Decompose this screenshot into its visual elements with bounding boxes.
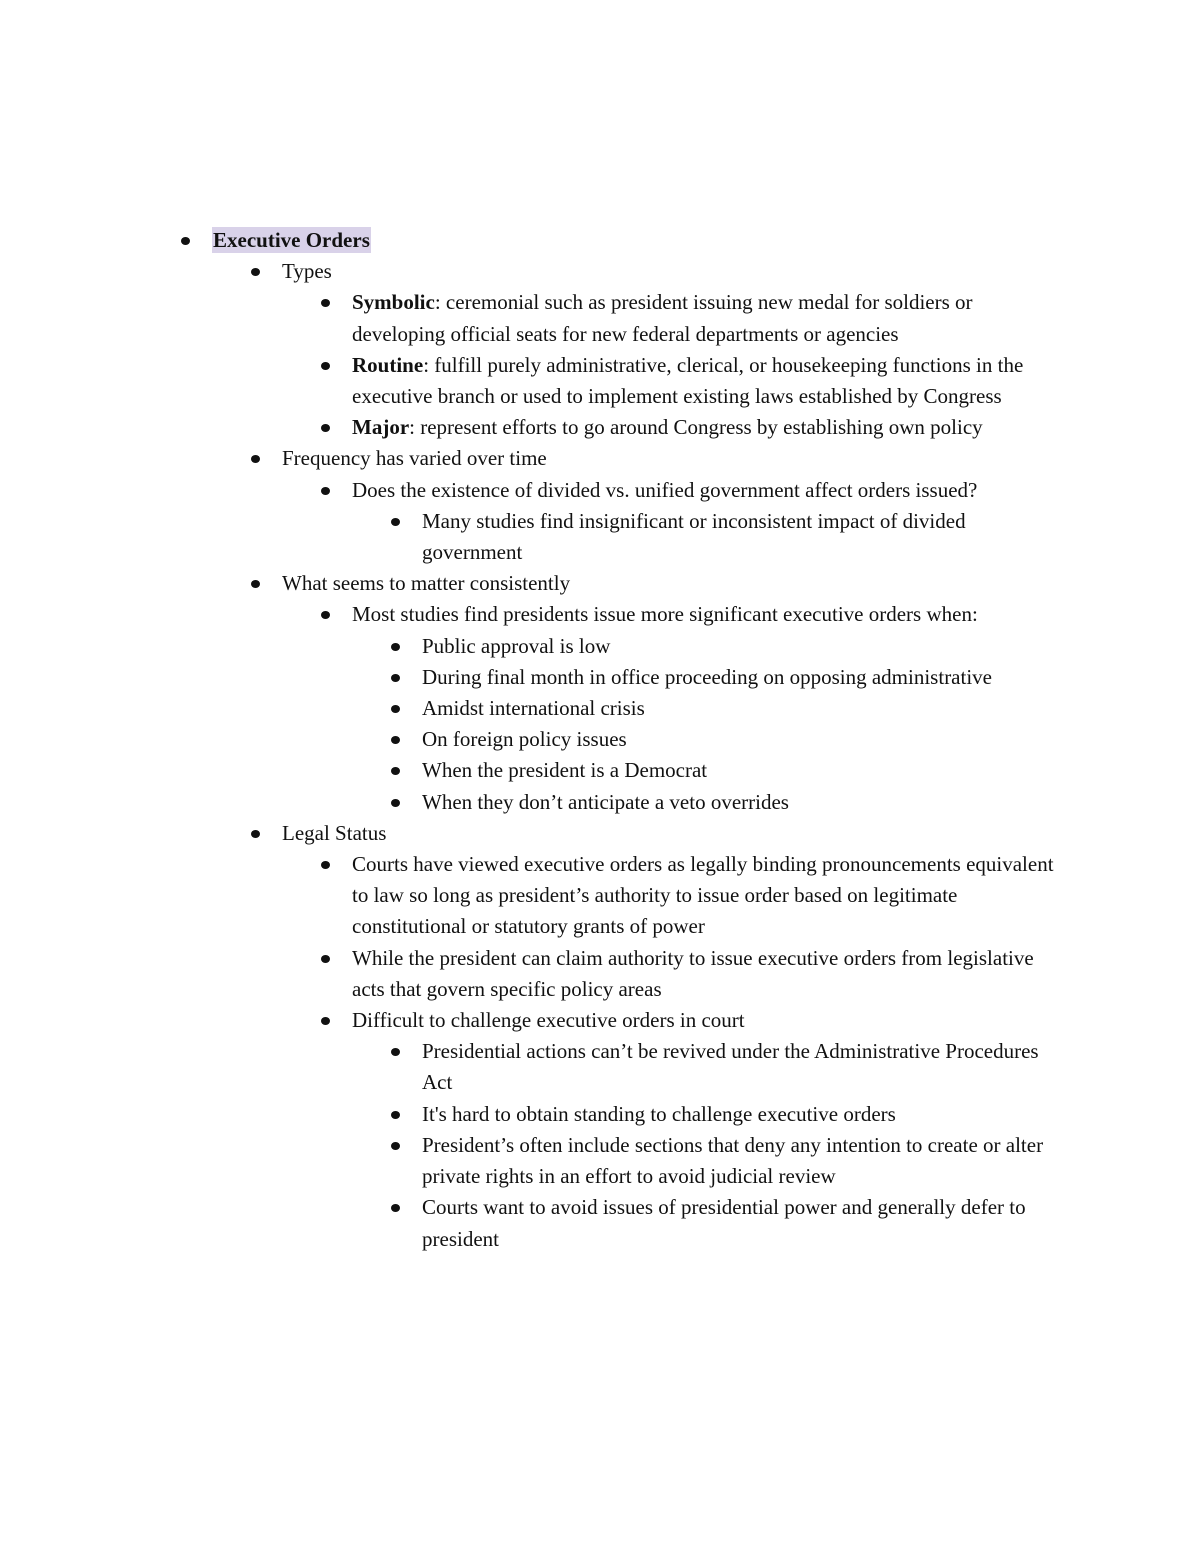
condition-text: During final month in office proceeding on opposing administrative [422, 664, 992, 689]
bullet-icon [391, 767, 400, 775]
frequency-sublist [282, 475, 1062, 569]
outline-item-frequency [282, 443, 1062, 568]
condition-text: When the president is a Democrat [422, 758, 708, 783]
legal-text: While the president can claim authority to issue executive orders from legislative acts that govern specific policy areas [352, 945, 1034, 1001]
list-item-frequency-question [352, 475, 1062, 569]
term-routine: Routine [352, 352, 424, 377]
list-item-symbolic [352, 287, 1062, 349]
outline-item-types [282, 256, 1062, 443]
bullet-icon [391, 674, 400, 682]
condition-text: Amidst international crisis [422, 696, 645, 721]
bullet-icon [391, 1204, 400, 1212]
outline-item-legal-status [282, 818, 1062, 1255]
legal-status-sublist [282, 849, 1062, 1255]
executive-orders-sublist [212, 256, 1062, 1255]
bullet-icon [321, 1017, 330, 1025]
condition-text: Public approval is low [422, 633, 611, 658]
challenge-label: Difficult to challenge executive orders in court [352, 1008, 745, 1033]
condition-text: On foreign policy issues [422, 727, 627, 752]
frequency-question: Does the existence of divided vs. unified government affect orders issued? [352, 477, 978, 502]
list-item-matters-lead [352, 599, 1062, 817]
bullet-icon [321, 487, 330, 495]
list-item-challenge [352, 1005, 1062, 1255]
list-item [422, 1036, 1062, 1098]
outline-item-matters [282, 568, 1062, 818]
bullet-icon [181, 237, 190, 245]
bullet-icon [251, 830, 260, 838]
list-item [422, 1099, 1062, 1130]
list-item-major [352, 412, 1062, 443]
term-major: Major [352, 415, 410, 440]
list-item [422, 662, 1062, 693]
list-item [422, 631, 1062, 662]
frequency-label: Frequency has varied over time [282, 446, 547, 471]
bullet-icon [391, 643, 400, 651]
bullet-icon [391, 705, 400, 713]
challenge-sublist [352, 1036, 1062, 1254]
heading-executive-orders: Executive Orders [213, 228, 370, 252]
bullet-icon [321, 611, 330, 619]
bullet-icon [321, 861, 330, 869]
condition-text: When they don’t anticipate a veto overrides [422, 789, 789, 814]
frequency-finding: Many studies find insignificant or inconsistent impact of divided government [422, 508, 966, 565]
list-item [422, 724, 1062, 755]
matters-conditions-sublist [352, 631, 1062, 818]
matters-sublist [282, 599, 1062, 817]
bullet-icon [321, 424, 330, 432]
list-item-frequency-finding [422, 506, 1062, 568]
bullet-icon [321, 299, 330, 307]
challenge-text: It's hard to obtain standing to challenge executive orders [422, 1101, 896, 1126]
definition-major: : represent efforts to go around Congress by establishing own policy [409, 415, 983, 440]
challenge-text: Courts want to avoid issues of presidential power and generally defer to president [422, 1195, 1026, 1251]
term-symbolic: Symbolic [352, 290, 435, 315]
legal-status-label: Legal Status [282, 820, 387, 845]
list-item [352, 849, 1062, 943]
list-item-routine [352, 350, 1062, 412]
bullet-icon [391, 1111, 400, 1119]
list-item [352, 943, 1062, 1005]
definition-routine: : fulfill purely administrative, clerical, or housekeeping functions in the executive branch or used to implement existing laws established by Congress [352, 352, 1024, 409]
outline-item-executive-orders [212, 225, 1062, 1255]
definition-symbolic: : ceremonial such as president issuing new medal for soldiers or developing official seats for new federal departments or agencies [352, 290, 973, 346]
legal-text: Courts have viewed executive orders as legally binding pronouncements equivalent to law so long as president’s authority to issue order based on legitimate constitutional or statutory grants of power [352, 852, 1054, 939]
frequency-question-sublist [352, 506, 1062, 568]
list-item [422, 1192, 1062, 1254]
bullet-icon [251, 580, 260, 588]
list-item [422, 693, 1062, 724]
bullet-icon [391, 1048, 400, 1056]
bullet-icon [321, 362, 330, 370]
list-item [422, 787, 1062, 818]
bullet-icon [251, 268, 260, 276]
challenge-text: President’s often include sections that deny any intention to create or alter private rights in an effort to avoid judicial review [422, 1132, 1044, 1189]
bullet-icon [391, 799, 400, 807]
types-label: Types [282, 259, 332, 284]
bullet-icon [321, 955, 330, 963]
challenge-text: Presidential actions can’t be revived under the Administrative Procedures Act [422, 1039, 1039, 1095]
notes-outline [212, 225, 1062, 1255]
list-item [422, 755, 1062, 786]
list-item [422, 1130, 1062, 1192]
bullet-icon [251, 455, 260, 463]
matters-label: What seems to matter consistently [282, 571, 571, 596]
bullet-icon [391, 1142, 400, 1150]
matters-lead: Most studies find presidents issue more significant executive orders when: [352, 602, 978, 627]
bullet-icon [391, 736, 400, 744]
bullet-icon [391, 518, 400, 526]
types-sublist [282, 287, 1062, 443]
